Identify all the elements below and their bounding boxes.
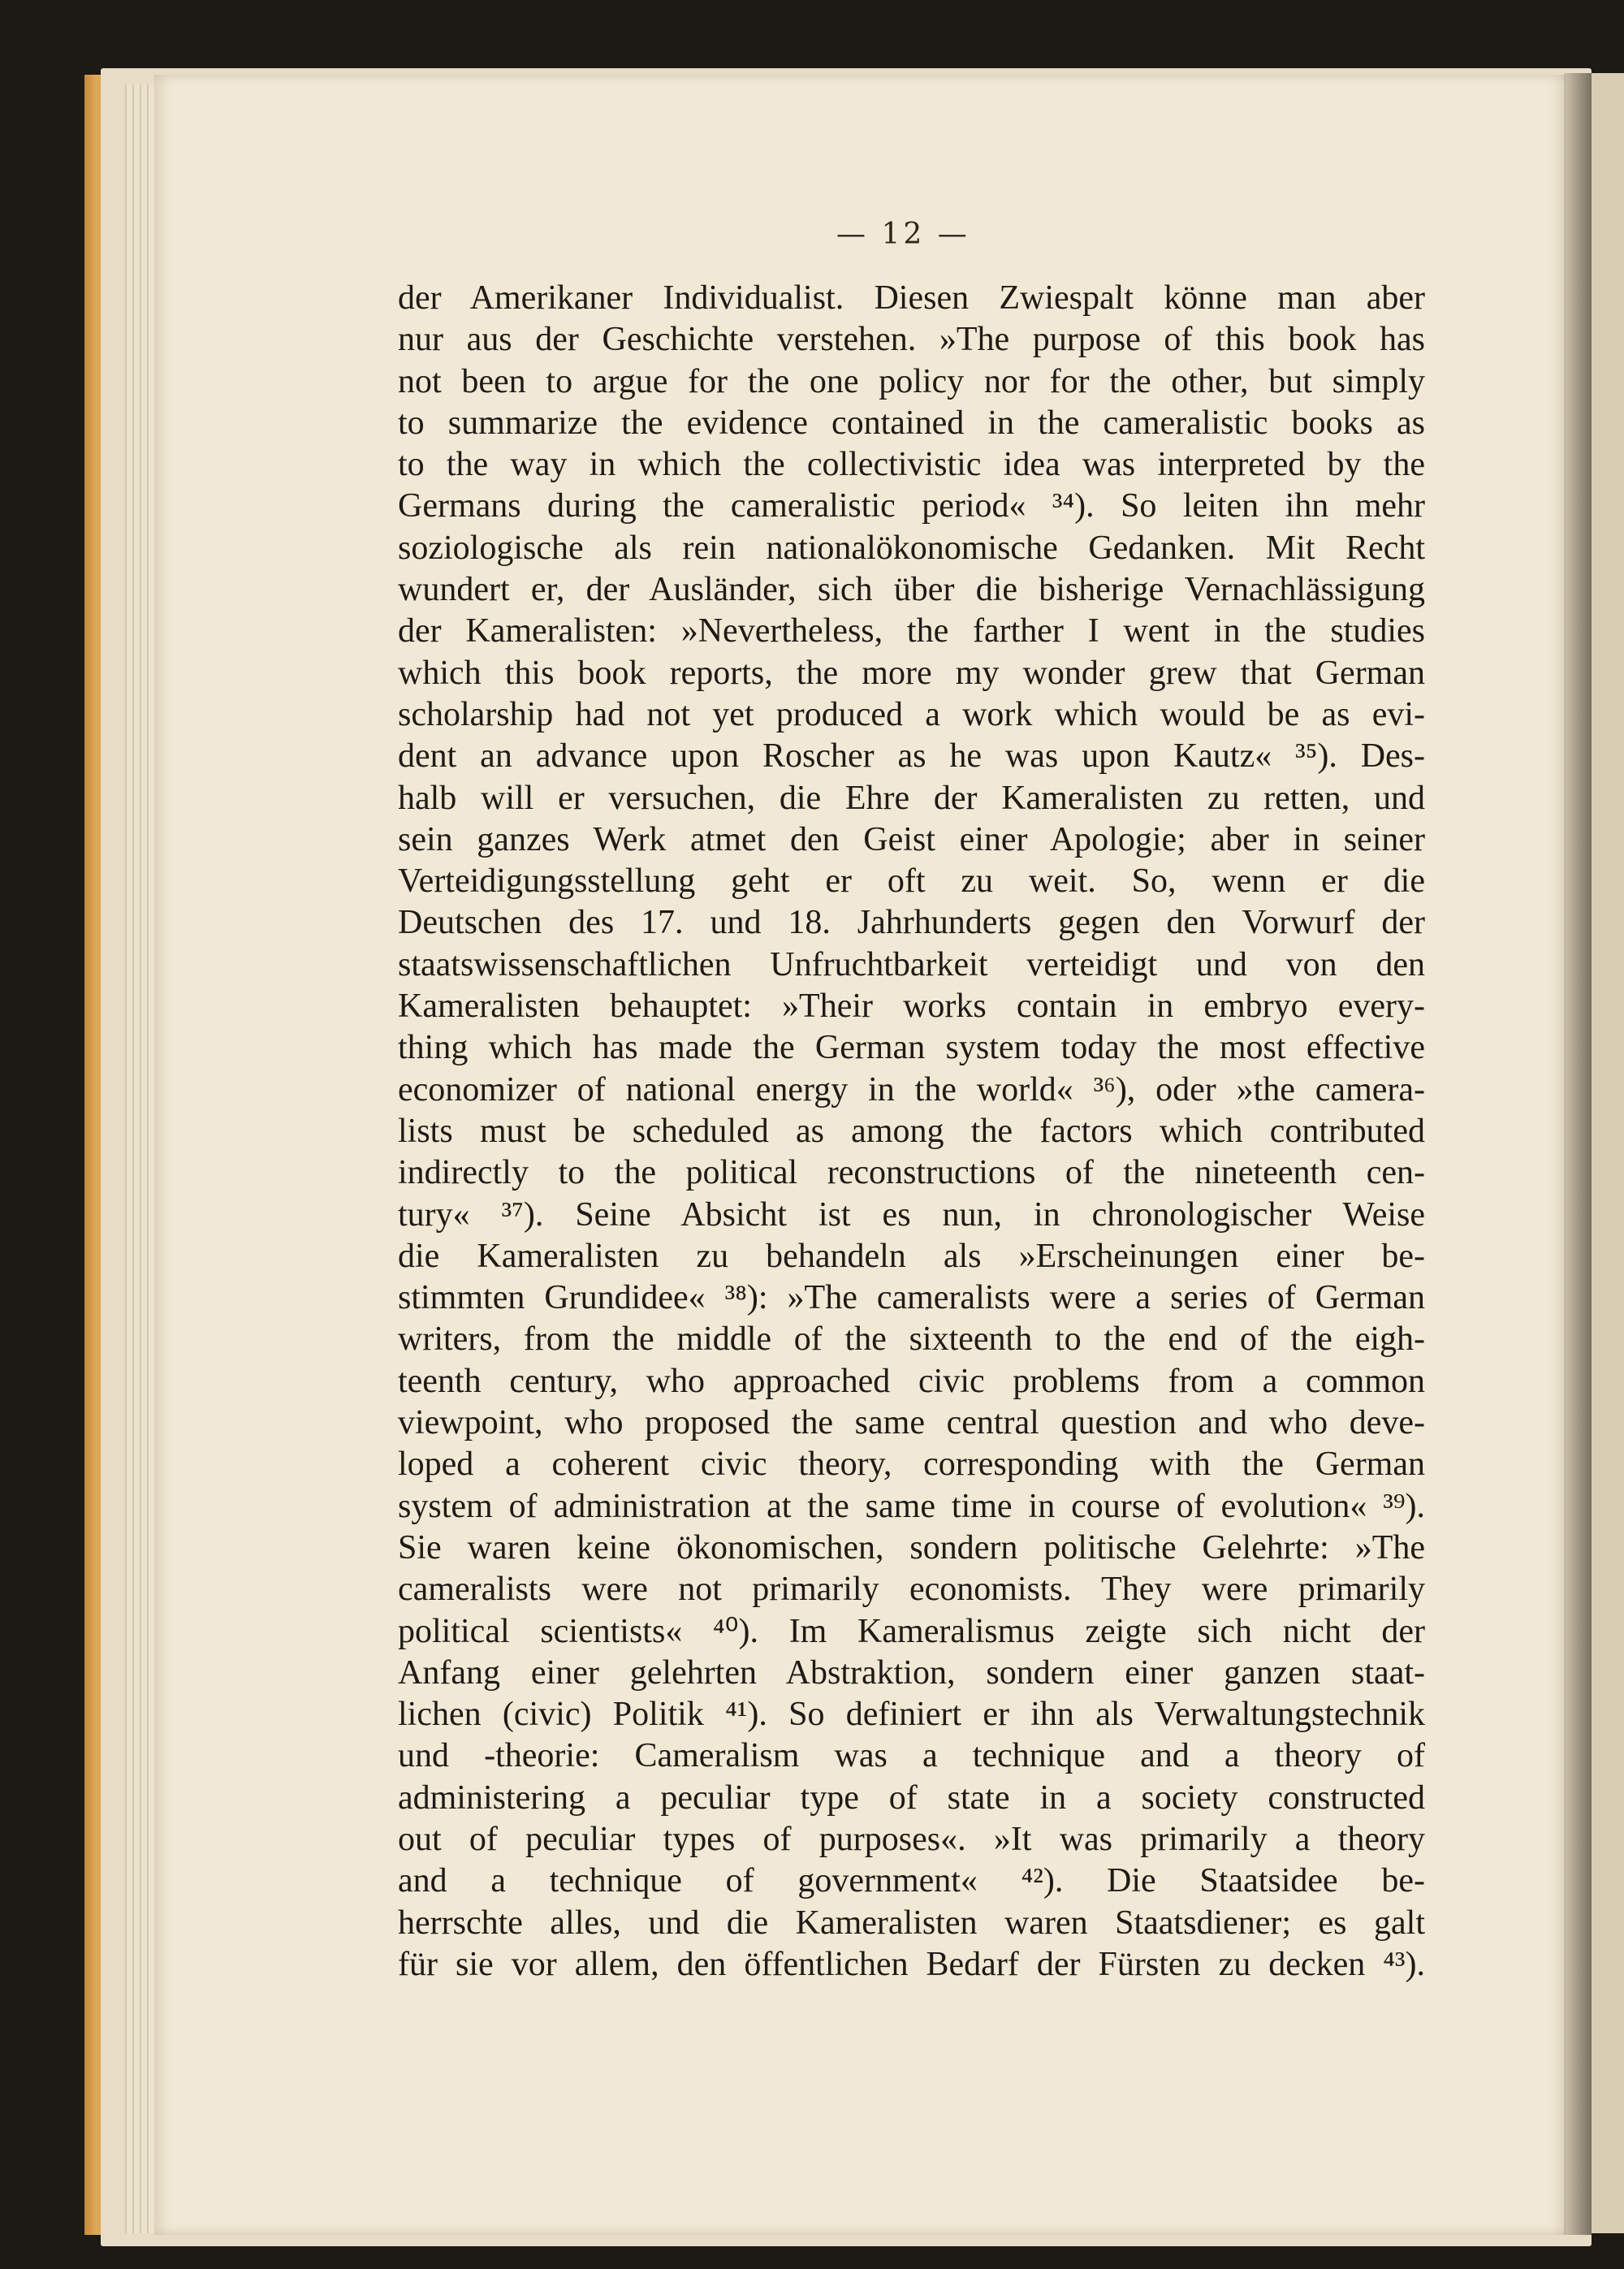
text-line: nur aus der Geschichte verstehen. »The purpose of this book has bbox=[398, 321, 1425, 359]
text-line: sein ganzes Werk atmet den Geist einer Apologie; aber in seiner bbox=[398, 820, 1425, 858]
text-line: staatswissenschaftlichen Unfruchtbarkeit verteidigt und von den bbox=[398, 945, 1425, 983]
text-line: administering a peculiar type of state in a society constructed bbox=[398, 1778, 1425, 1817]
text-line: Germans during the cameralistic period« ³⁴). So leiten ihn mehr bbox=[398, 487, 1425, 525]
text-line: herrschte alles, und die Kameralisten waren Staatsdiener; es galt bbox=[398, 1904, 1425, 1942]
text-line: writers, from the middle of the sixteenth to the end of the eigh- bbox=[398, 1320, 1425, 1359]
text-line: lichen (civic) Politik ⁴¹). So definiert er ihn als Verwaltungstechnik bbox=[398, 1696, 1425, 1734]
text-line: dent an advance upon Roscher as he was upon Kautz« ³⁵). Des- bbox=[398, 737, 1425, 776]
text-line: loped a coherent civic theory, corresponding with the German bbox=[398, 1446, 1425, 1484]
gutter-shadow bbox=[1564, 73, 1593, 2235]
text-line: out of peculiar types of purposes«. »It was primarily a theory bbox=[398, 1820, 1425, 1858]
text-line: halb will er versuchen, die Ehre der Kameralisten zu retten, und bbox=[398, 779, 1425, 817]
text-line: to the way in which the collectivistic idea was interpreted by the bbox=[398, 446, 1425, 484]
text-line: indirectly to the political reconstructions of the nineteenth cen- bbox=[398, 1154, 1425, 1192]
text-line: which this book reports, the more my wonder grew that German bbox=[398, 654, 1425, 692]
text-line: für sie vor allem, den öffentlichen Bedarf der Fürsten zu decken ⁴³). bbox=[398, 1945, 1425, 1983]
text-line: to summarize the evidence contained in the cameralistic books as bbox=[398, 404, 1425, 442]
text-line: scholarship had not yet produced a work which would be as evi- bbox=[398, 695, 1425, 733]
facing-page-edge bbox=[1592, 73, 1624, 2233]
body-text bbox=[398, 278, 1425, 1986]
text-line: der Kameralisten: »Nevertheless, the farther I went in the studies bbox=[398, 612, 1425, 650]
text-line: political scientists« ⁴⁰). Im Kameralismus zeigte sich nicht der bbox=[398, 1612, 1425, 1650]
text-line: viewpoint, who proposed the same central question and who deve- bbox=[398, 1404, 1425, 1442]
text-line: wundert er, der Ausländer, sich über die bisherige Vernachlässigung bbox=[398, 571, 1425, 609]
text-line: economizer of national energy in the world« ³⁶), oder »the camera- bbox=[398, 1070, 1425, 1109]
text-line: Kameralisten behauptet: »Their works contain in embryo every- bbox=[398, 988, 1425, 1026]
text-line: and a technique of government« ⁴²). Die Staatsidee be- bbox=[398, 1862, 1425, 1900]
text-line: thing which has made the German system today the most effective bbox=[398, 1029, 1425, 1067]
text-line: soziologische als rein nationalökonomische Gedanken. Mit Recht bbox=[398, 529, 1425, 567]
text-line: Deutschen des 17. und 18. Jahrhunderts gegen den Vorwurf der bbox=[398, 904, 1425, 942]
text-line: teenth century, who approached civic problems from a common bbox=[398, 1362, 1425, 1400]
text-line: und -theorie: Cameralism was a technique and a theory of bbox=[398, 1737, 1425, 1775]
text-line: stimmten Grundidee« ³⁸): »The cameralists were a series of German bbox=[398, 1279, 1425, 1317]
text-line: system of administration at the same time in course of evolution« ³⁹). bbox=[398, 1487, 1425, 1525]
text-line: lists must be scheduled as among the factors which contributed bbox=[398, 1112, 1425, 1150]
page-number: — 12 — bbox=[836, 218, 970, 251]
text-line: Verteidigungsstellung geht er oft zu weit. So, wenn er die bbox=[398, 862, 1425, 901]
text-line: der Amerikaner Individualist. Diesen Zwiespalt könne man aber bbox=[398, 279, 1425, 317]
text-line: not been to argue for the one policy nor for the other, but simply bbox=[398, 362, 1425, 400]
text-line: tury« ³⁷). Seine Absicht ist es nun, in chronologischer Weise bbox=[398, 1195, 1425, 1234]
text-line: die Kameralisten zu behandeln als »Erscheinungen einer be- bbox=[398, 1237, 1425, 1275]
text-line: Anfang einer gelehrten Abstraktion, sondern einer ganzen staat- bbox=[398, 1653, 1425, 1692]
text-line: Sie waren keine ökonomischen, sondern politische Gelehrte: »The bbox=[398, 1528, 1425, 1567]
text-line: cameralists were not primarily economists. They were primarily bbox=[398, 1571, 1425, 1609]
